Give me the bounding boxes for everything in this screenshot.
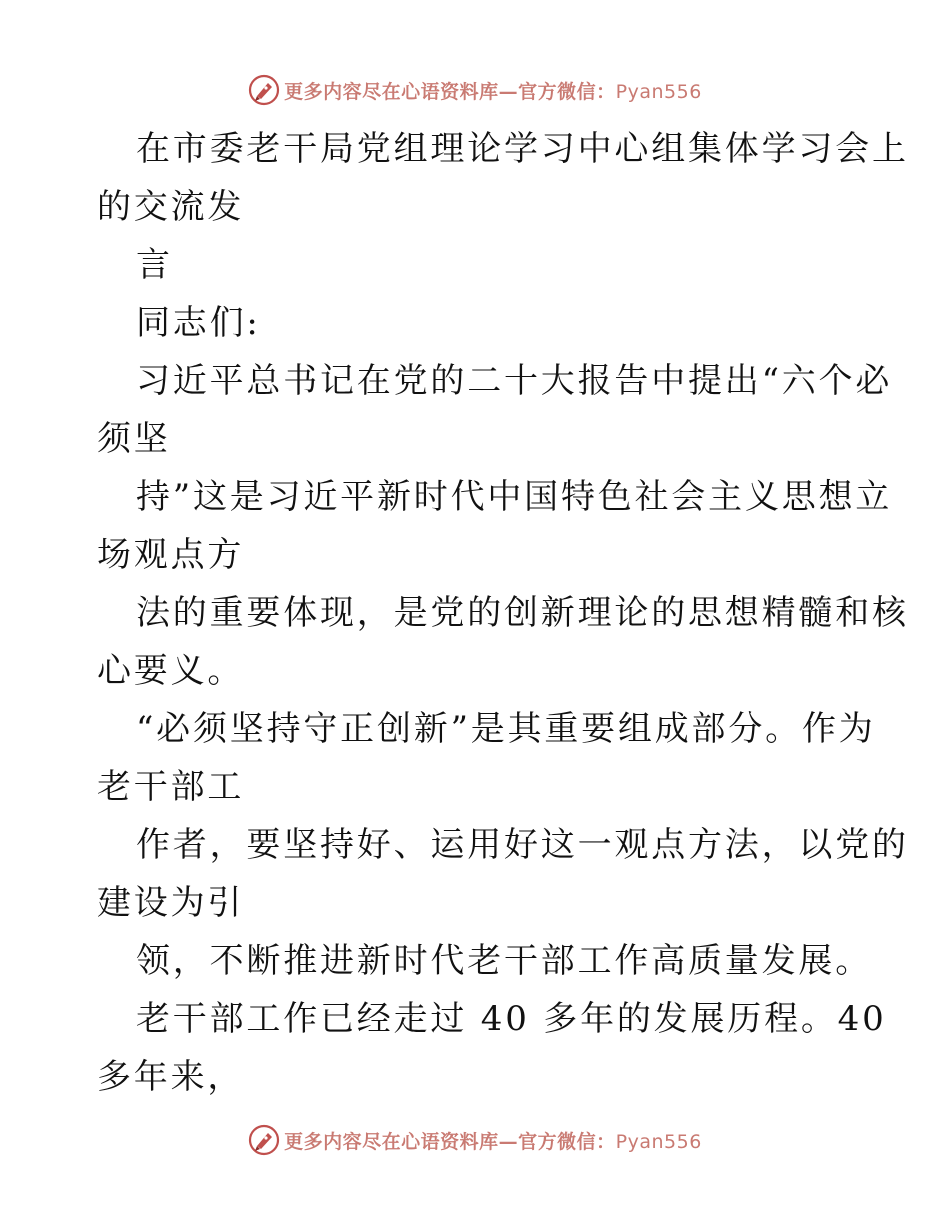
- text-line: 的交流发: [97, 187, 245, 227]
- watermark-handle: Pyan556: [615, 1130, 702, 1153]
- watermark-text: 更多内容尽在心语资料库—官方微信：Pyan556: [284, 80, 702, 103]
- text-line: 老干部工: [97, 767, 245, 807]
- text-line: 领，不断推进新时代老干部工作高质量发展。: [136, 941, 872, 981]
- text-line: 作者，要坚持好、运用好这一观点方法，以党的: [136, 825, 909, 865]
- header-watermark: [0, 73, 950, 107]
- text-line: 建设为引: [97, 883, 245, 923]
- text-line: 法的重要体现，是党的创新理论的思想精髓和核: [136, 593, 909, 633]
- text-line: 场观点方: [97, 535, 245, 575]
- text-line: 心要义。: [97, 651, 245, 691]
- pen-nib-logo-icon: [248, 74, 280, 106]
- text-line: 言: [136, 245, 173, 285]
- text-line: 须坚: [97, 419, 171, 459]
- watermark-text: 更多内容尽在心语资料库—官方微信：Pyan556: [284, 1130, 702, 1153]
- text-line: 多年来，: [97, 1057, 245, 1097]
- text-line: “必须坚持守正创新”是其重要组成部分。作为: [136, 709, 876, 749]
- text-line: 在市委老干局党组理论学习中心组集体学习会上: [136, 129, 909, 169]
- text-line: 同志们:: [136, 303, 261, 343]
- text-line: 持”这是习近平新时代中国特色社会主义思想立: [136, 477, 893, 517]
- footer-watermark: [0, 1123, 950, 1157]
- text-line: 老干部工作已经走过 40 多年的发展历程。40: [136, 999, 887, 1039]
- watermark-handle: Pyan556: [615, 80, 702, 103]
- text-line: 习近平总书记在党的二十大报告中提出“六个必: [136, 361, 893, 401]
- pen-nib-logo-icon: [248, 1124, 280, 1156]
